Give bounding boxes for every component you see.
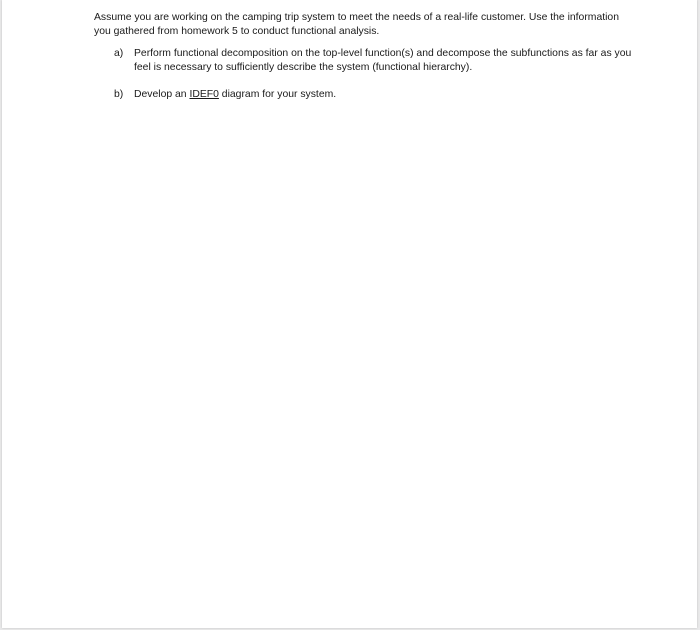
document-page <box>2 0 697 628</box>
list-item-label: a) <box>114 48 124 59</box>
list-item-text-after: diagram for your system. <box>218 89 337 100</box>
list-item-label: b) <box>114 89 124 100</box>
list-item-text-before: Develop an <box>134 89 190 100</box>
document-body <box>94 11 634 116</box>
list-item-a <box>94 47 634 74</box>
list-item-text: Perform functional decomposition on the top-level function(s) and decompose the subfunctions as far as you feel is necessary to sufficiently describe the system (functional hierarchy). <box>134 48 632 73</box>
intro-paragraph: Assume you are working on the camping trip system to meet the needs of a real-life customer. Use the information you gathered from homework 5 to conduct functional analysis. <box>94 12 619 37</box>
idef0-term: IDEF0 <box>189 89 219 100</box>
list-item-b <box>94 88 634 102</box>
